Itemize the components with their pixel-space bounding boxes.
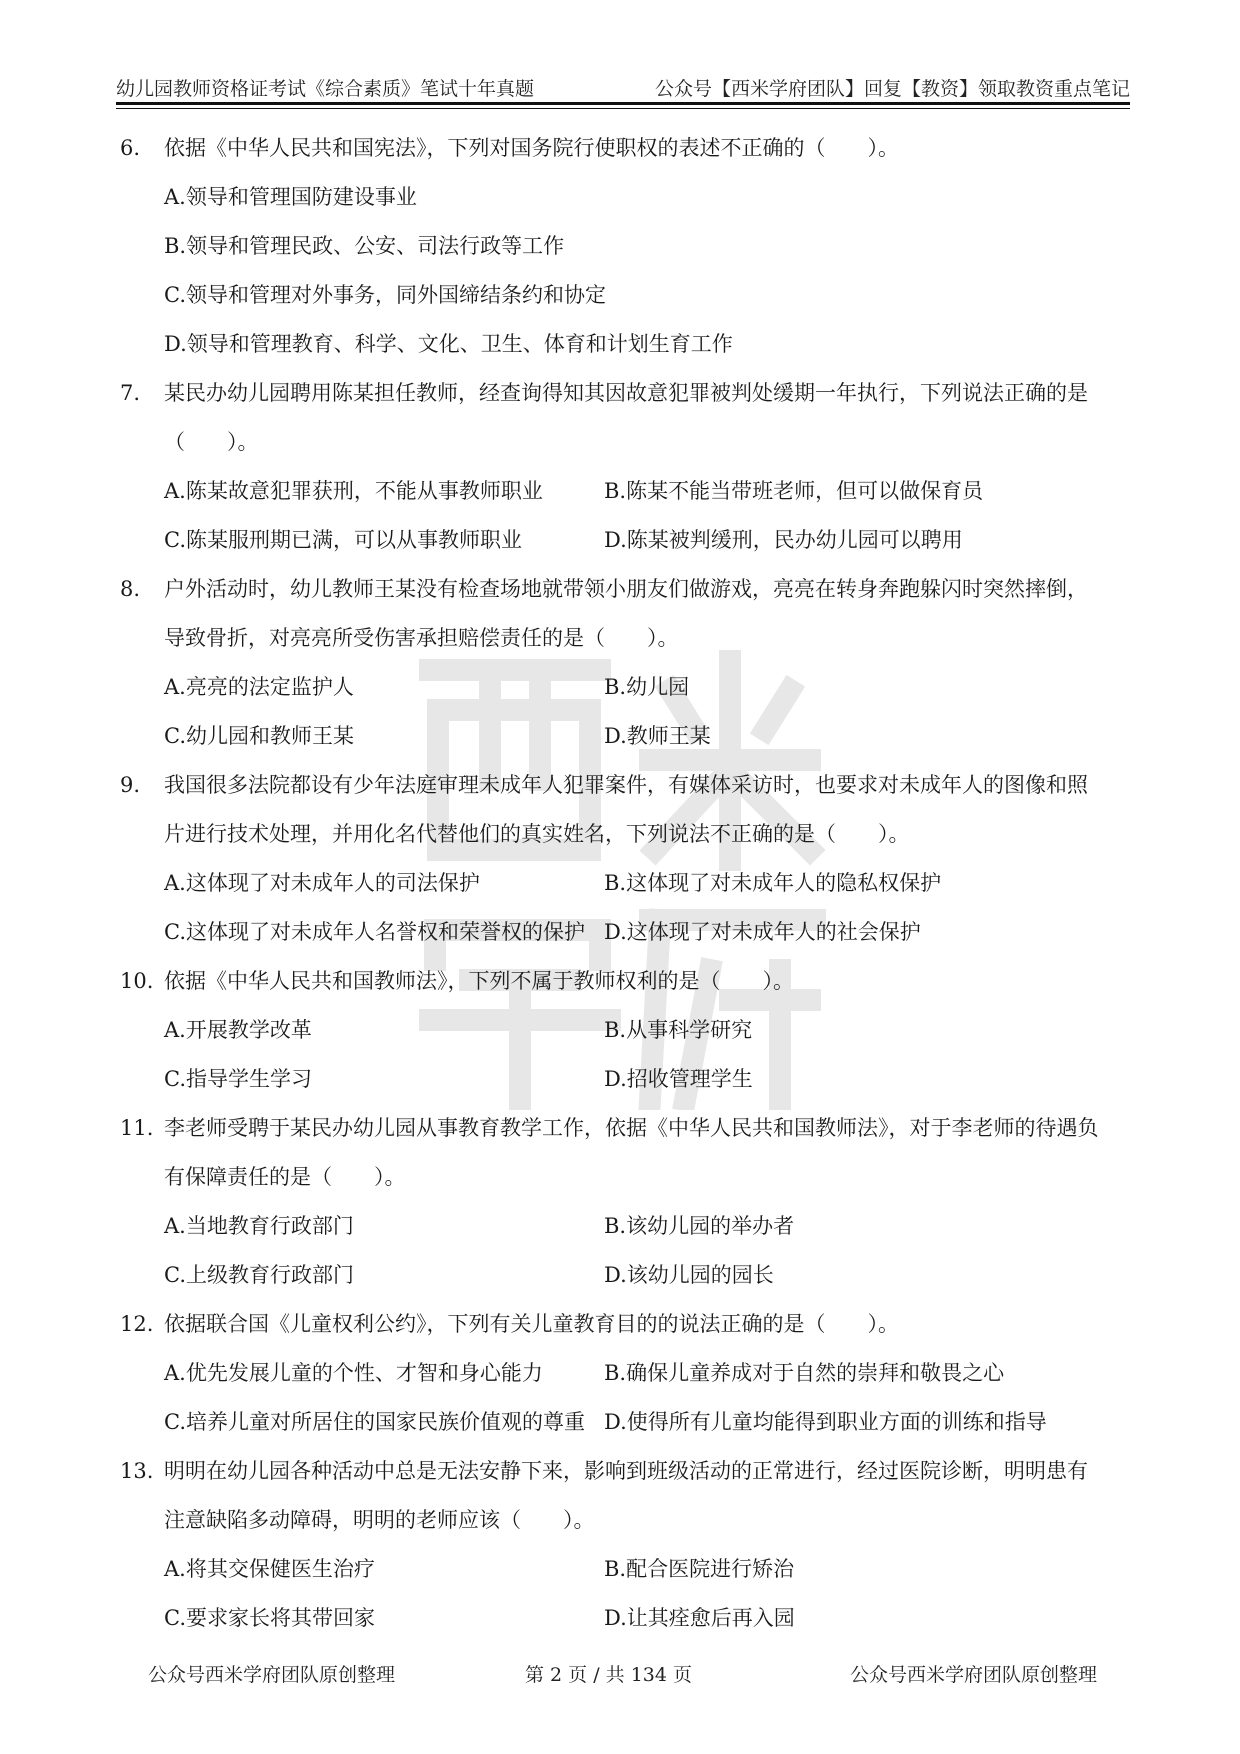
page-footer (0, 1660, 1240, 1690)
option-c: C.上级教育行政部门 (164, 1263, 354, 1287)
question-stem: 依据联合国《儿童权利公约》，下列有关儿童教育目的的说法正确的是（ ）。 (164, 1312, 899, 1336)
option-d: D.该幼儿园的园长 (604, 1263, 774, 1287)
question-list (120, 124, 1130, 1643)
option-b: B.陈某不能当带班老师，但可以做保育员 (604, 479, 984, 503)
option-d: D.这体现了对未成年人的社会保护 (604, 920, 921, 944)
option-d: D.陈某被判缓刑，民办幼儿园可以聘用 (604, 528, 963, 552)
header-rule-thick (116, 102, 1130, 105)
option-c: C.要求家长将其带回家 (164, 1606, 375, 1630)
option-c: C.培养儿童对所居住的国家民族价值观的尊重 (164, 1410, 585, 1434)
question-stem: 依据《中华人民共和国宪法》，下列对国务院行使职权的表述不正确的（ ）。 (164, 136, 899, 160)
question-11 (120, 1104, 1130, 1300)
question-stem: 某民办幼儿园聘用陈某担任教师，经查询得知其因故意犯罪被判处缓期一年执行，下列说法正确的是 (164, 381, 1088, 405)
option-a: A.陈某故意犯罪获刑，不能从事教师职业 (164, 479, 543, 503)
option-a: A.当地教育行政部门 (164, 1214, 354, 1238)
question-13 (120, 1447, 1130, 1643)
question-stem: 户外活动时，幼儿教师王某没有检查场地就带领小朋友们做游戏，亮亮在转身奔跑躲闪时突然摔倒， (164, 577, 1088, 601)
option-b: B.领导和管理民政、公安、司法行政等工作 (164, 234, 565, 258)
question-12 (120, 1300, 1130, 1447)
option-b: B.确保儿童养成对于自然的崇拜和敬畏之心 (604, 1361, 1005, 1385)
option-a: A.优先发展儿童的个性、才智和身心能力 (164, 1361, 543, 1385)
question-stem: 李老师受聘于某民办幼儿园从事教育教学工作，依据《中华人民共和国教师法》，对于李老师的待遇负 (164, 1116, 1099, 1140)
option-a: A.亮亮的法定监护人 (164, 675, 354, 699)
option-d: D.教师王某 (604, 724, 711, 748)
question-number: 8. (120, 577, 141, 601)
footer-credit-right: 公众号西米学府团队原创整理 (850, 1664, 1098, 1686)
option-c: C.指导学生学习 (164, 1067, 312, 1091)
question-number: 12. (120, 1312, 154, 1336)
option-b: B.这体现了对未成年人的隐私权保护 (604, 871, 942, 895)
question-6 (120, 124, 1130, 369)
question-number: 13. (120, 1459, 154, 1483)
option-b: B.该幼儿园的举办者 (604, 1214, 795, 1238)
question-8 (120, 565, 1130, 761)
question-number: 9. (120, 773, 141, 797)
page-number: 第 2 页 / 共 134 页 (525, 1664, 692, 1686)
question-number: 6. (120, 136, 141, 160)
page-header (116, 70, 1130, 100)
option-c: C.这体现了对未成年人名誉权和荣誉权的保护 (164, 920, 585, 944)
option-b: B.幼儿园 (604, 675, 690, 699)
question-number: 7. (120, 381, 141, 405)
question-stem-continued: 导致骨折，对亮亮所受伤害承担赔偿责任的是（ ）。 (164, 626, 679, 650)
header-promo: 公众号【西米学府团队】回复【教资】领取教资重点笔记 (654, 78, 1130, 100)
header-title: 幼儿园教师资格证考试《综合素质》笔试十年真题 (116, 78, 535, 100)
option-a: A.领导和管理国防建设事业 (164, 185, 417, 209)
question-stem: 依据《中华人民共和国教师法》，下列不属于教师权利的是（ ）。 (164, 969, 794, 993)
question-number: 11. (120, 1116, 154, 1140)
option-d: D.让其痊愈后再入园 (604, 1606, 795, 1630)
option-a: A.将其交保健医生治疗 (164, 1557, 375, 1581)
question-9 (120, 761, 1130, 957)
question-stem-continued: 有保障责任的是（ ）。 (164, 1165, 406, 1189)
question-stem: 我国很多法院都设有少年法庭审理未成年人犯罪案件，有媒体采访时，也要求对未成年人的图像和照 (164, 773, 1088, 797)
question-7 (120, 369, 1130, 565)
question-stem-continued: 片进行技术处理，并用化名代替他们的真实姓名，下列说法不正确的是（ ）。 (164, 822, 910, 846)
header-rule-thin (116, 108, 1130, 109)
option-d: D.招收管理学生 (604, 1067, 753, 1091)
question-stem: 明明在幼儿园各种活动中总是无法安静下来，影响到班级活动的正常进行，经过医院诊断，明明患有 (164, 1459, 1088, 1483)
question-stem-continued: 注意缺陷多动障碍，明明的老师应该（ ）。 (164, 1508, 595, 1532)
option-d: D.使得所有儿童均能得到职业方面的训练和指导 (604, 1410, 1047, 1434)
option-b: B.从事科学研究 (604, 1018, 753, 1042)
option-c: C.幼儿园和教师王某 (164, 724, 354, 748)
option-b: B.配合医院进行矫治 (604, 1557, 795, 1581)
option-d: D.领导和管理教育、科学、文化、卫生、体育和计划生育工作 (164, 332, 733, 356)
option-a: A.这体现了对未成年人的司法保护 (164, 871, 480, 895)
option-c: C.陈某服刑期已满，可以从事教师职业 (164, 528, 522, 552)
question-10 (120, 957, 1130, 1104)
footer-credit-left: 公众号西米学府团队原创整理 (148, 1664, 396, 1686)
question-stem-continued: （ ）。 (164, 430, 259, 454)
question-number: 10. (120, 969, 154, 993)
option-a: A.开展教学改革 (164, 1018, 312, 1042)
option-c: C.领导和管理对外事务，同外国缔结条约和协定 (164, 283, 606, 307)
